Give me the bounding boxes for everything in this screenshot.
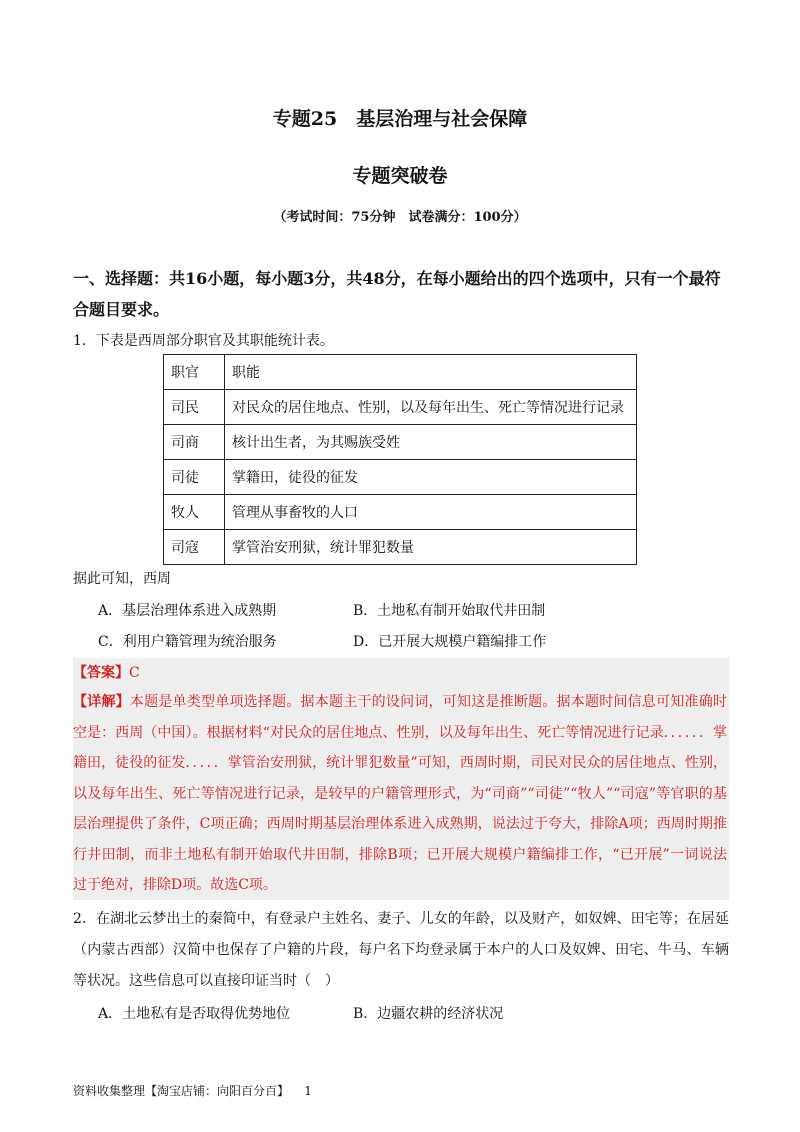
table-cell: 对民众的居住地点、性别，以及每年出生、死亡等情况进行记录 [225,390,637,425]
table-cell: 核计出生者，为其赐族受姓 [225,425,637,460]
question-2-option-b: B．边疆农耕的经济状况 [353,1006,504,1022]
table-header-cell: 职官 [164,355,225,390]
official-duty-table [163,354,637,565]
section-heading: 一、选择题：共16小题，每小题3分，共48分，在每小题给出的四个选项中，只有一个最符合题目要求。 [73,269,721,319]
document-subtitle: 专题突破卷 [352,165,448,187]
page-number: 1 [304,1084,312,1098]
table-cell: 掌籍田，徒役的征发 [225,460,637,495]
explanation-text [73,687,727,901]
answer-line [73,662,140,682]
question-1-stem-tail: 据此可知，西周 [73,571,171,587]
table-cell: 司寇 [164,530,225,565]
detail-body: 本题是单类型单项选择题。据本题主干的设问词，可知这是推断题。据本题时间信息可知准确时空是：西周（中国）。根据材料“对民众的居住地点、性别，以及每年出生、死亡等情况进行记录．．．．．．掌籍田，徒役的征发．．．．．掌管治安刑狱，统计罪犯数量”可知，西周时期，司民对民众的居住地点、性别，以及每年出生、死亡等情况进行记录，是较早的户籍管理形式，为“司商”“司徒”“牧人”“司寇”等官职的基层治理提供了条件，C项正确；西周时期基层治理体系进入成熟期，说法过于夸大，排除A项；西周时期推行井田制，而非土地私有制开始取代井田制，排除B项；已开展大规模户籍编排工作，“已开展”一词说法过于绝对，排除D项。故选C项。 [73,694,727,893]
table-row [164,530,637,565]
document-title: 专题25 基层治理与社会保障 [272,108,528,130]
table-row [164,495,637,530]
question-1-option-b: B．土地私有制开始取代井田制 [353,603,546,619]
question-2-option-a: A．土地私有是否取得优势地位 [98,1006,291,1022]
table-row [164,460,637,495]
detail-tag: 【详解】 [73,694,130,710]
question-1-option-c: C．利用户籍管理为统治服务 [98,634,277,650]
question-2-stem: 2．在湖北云梦出土的秦简中，有登录户主姓名、妻子、儿女的年龄，以及财产，如奴婢、田宅等；在居延（内蒙古西部）汉简中也保存了户籍的片段，每户名下均登录属于本户的人口及奴婢、田宅、牛马、车辆等状况。这些信息可以直接印证当时（ ） [73,911,729,989]
table-cell: 管理从事畜牧的人口 [225,495,637,530]
footer-text: 资料收集整理【淘宝店铺：向阳百分百】 [73,1084,290,1098]
table-row [164,425,637,460]
table-header-row [164,355,637,390]
question-1-option-d: D．已开展大规模户籍编排工作 [353,634,547,650]
table-header-cell: 职能 [225,355,637,390]
table-cell: 司民 [164,390,225,425]
table-cell: 牧人 [164,495,225,530]
table-cell: 司商 [164,425,225,460]
question-1-option-a: A．基层治理体系进入成熟期 [98,603,277,619]
answer-value: C [129,665,140,681]
table-cell: 司徒 [164,460,225,495]
answer-tag: 【答案】 [73,665,129,681]
table-row [164,390,637,425]
table-cell: 掌管治安刑狱，统计罪犯数量 [225,530,637,565]
question-1-stem: 1．下表是西周部分职官及其职能统计表。 [73,333,334,349]
page-footer [73,1082,312,1099]
exam-info: （考试时间：75分钟 试卷满分：100分） [273,210,527,225]
